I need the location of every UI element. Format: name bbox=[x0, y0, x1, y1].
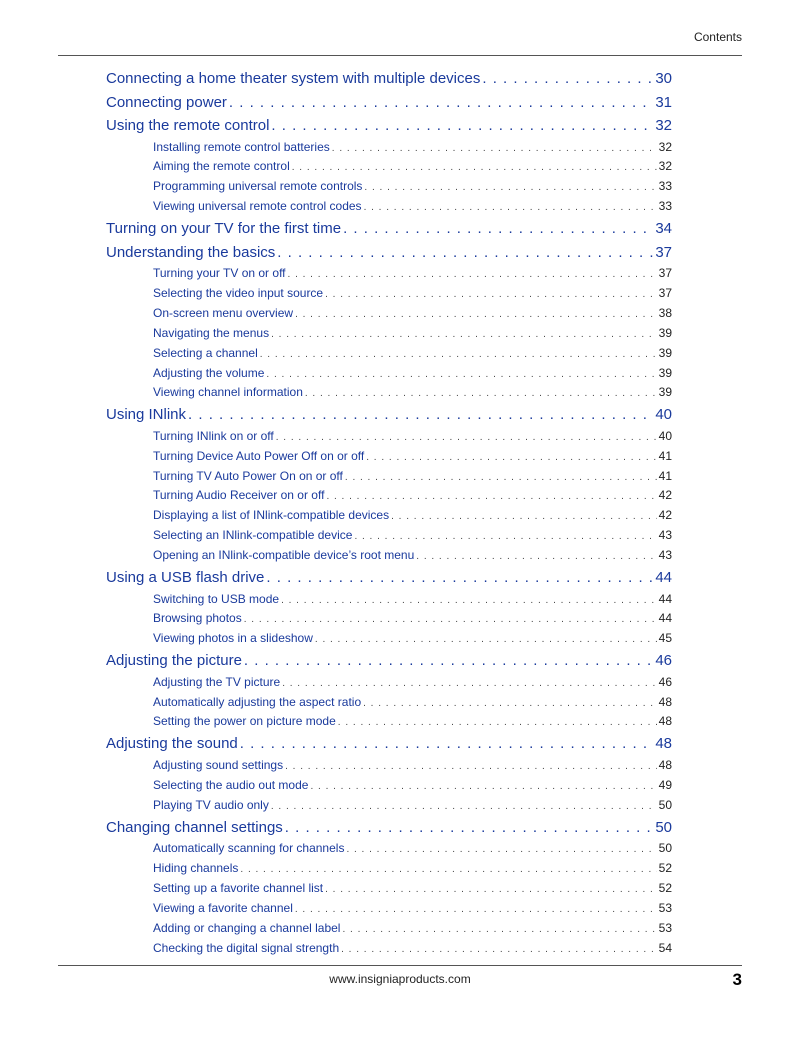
toc-entry-page: 33 bbox=[658, 199, 672, 214]
toc-leader-dots bbox=[292, 158, 657, 178]
toc-subsection-entry[interactable] bbox=[153, 546, 672, 566]
toc-leader-dots bbox=[343, 217, 653, 241]
toc-entry-title: Adjusting sound settings bbox=[153, 757, 284, 772]
toc-entry-title: Adding or changing a channel label bbox=[153, 920, 341, 935]
toc-subsection-entry[interactable] bbox=[153, 859, 672, 879]
toc-entry-title: Selecting the audio out mode bbox=[153, 777, 309, 792]
toc-section-entry[interactable] bbox=[106, 649, 672, 673]
toc-entry-page: 49 bbox=[658, 777, 672, 792]
toc-entry-title: Displaying a list of INlink-compatible devices bbox=[153, 508, 390, 523]
toc-entry-page: 50 bbox=[658, 797, 672, 812]
toc-leader-dots bbox=[391, 507, 657, 527]
toc-leader-dots bbox=[366, 448, 656, 468]
toc-leader-dots bbox=[282, 674, 656, 694]
toc-leader-dots bbox=[482, 67, 653, 91]
toc-entry-title: Viewing channel information bbox=[153, 385, 303, 400]
toc-subsection-entry[interactable] bbox=[153, 197, 672, 217]
toc-subsection-entry[interactable] bbox=[153, 264, 672, 284]
toc-entry-title: Adjusting the sound bbox=[106, 735, 238, 753]
toc-leader-dots bbox=[229, 91, 653, 115]
toc-entry-title: Setting the power on picture mode bbox=[153, 714, 336, 729]
toc-entry-page: 32 bbox=[658, 159, 672, 174]
table-of-contents bbox=[106, 67, 672, 958]
toc-leader-dots bbox=[240, 732, 654, 756]
toc-entry-title: Using INlink bbox=[106, 406, 187, 424]
toc-leader-dots bbox=[325, 880, 657, 900]
toc-entry-page: 48 bbox=[658, 714, 672, 729]
toc-entry-page: 40 bbox=[655, 406, 672, 424]
toc-subsection-entry[interactable] bbox=[153, 796, 672, 816]
toc-subsection-entry[interactable] bbox=[153, 629, 672, 649]
toc-subsection-entry[interactable] bbox=[153, 486, 672, 506]
toc-subsection-entry[interactable] bbox=[153, 939, 672, 959]
toc-leader-dots bbox=[281, 591, 657, 611]
toc-entry-title: Browsing photos bbox=[153, 611, 242, 626]
toc-leader-dots bbox=[285, 816, 654, 840]
toc-entry-page: 37 bbox=[658, 285, 672, 300]
toc-entry-title: Programming universal remote controls bbox=[153, 179, 363, 194]
toc-subsection-entry[interactable] bbox=[153, 383, 672, 403]
toc-subsection-entry[interactable] bbox=[153, 177, 672, 197]
toc-entry-title: Setting up a favorite channel list bbox=[153, 880, 324, 895]
toc-subsection-entry[interactable] bbox=[153, 693, 672, 713]
toc-entry-page: 44 bbox=[655, 569, 672, 587]
toc-entry-title: Viewing a favorite channel bbox=[153, 900, 293, 915]
toc-entry-page: 42 bbox=[658, 508, 672, 523]
toc-entry-page: 46 bbox=[658, 674, 672, 689]
toc-entry-page: 39 bbox=[658, 365, 672, 380]
toc-entry-title: Viewing photos in a slideshow bbox=[153, 631, 313, 646]
toc-leader-dots bbox=[354, 527, 656, 547]
toc-entry-page: 45 bbox=[658, 631, 672, 646]
toc-subsection-entry[interactable] bbox=[153, 304, 672, 324]
toc-entry-page: 34 bbox=[655, 220, 672, 238]
toc-entry-page: 39 bbox=[658, 385, 672, 400]
toc-entry-page: 41 bbox=[658, 468, 672, 483]
toc-leader-dots bbox=[332, 139, 657, 159]
toc-entry-page: 50 bbox=[655, 818, 672, 836]
toc-subsection-entry[interactable] bbox=[153, 427, 672, 447]
toc-section-entry[interactable] bbox=[106, 403, 672, 427]
toc-entry-page: 52 bbox=[658, 860, 672, 875]
toc-entry-page: 39 bbox=[658, 345, 672, 360]
toc-section-entry[interactable] bbox=[106, 566, 672, 590]
toc-entry-title: Turning Audio Receiver on or off bbox=[153, 488, 325, 503]
toc-subsection-entry[interactable] bbox=[153, 879, 672, 899]
toc-entry-title: Checking the digital signal strength bbox=[153, 940, 340, 955]
toc-subsection-entry[interactable] bbox=[153, 284, 672, 304]
toc-entry-title: Using a USB flash drive bbox=[106, 569, 265, 587]
toc-leader-dots bbox=[285, 757, 657, 777]
toc-leader-dots bbox=[315, 630, 657, 650]
toc-leader-dots bbox=[276, 428, 657, 448]
toc-leader-dots bbox=[364, 198, 657, 218]
toc-entry-page: 54 bbox=[658, 940, 672, 955]
toc-subsection-entry[interactable] bbox=[153, 673, 672, 693]
toc-entry-title: Automatically adjusting the aspect ratio bbox=[153, 694, 362, 709]
toc-entry-page: 41 bbox=[658, 448, 672, 463]
toc-entry-title: Selecting an INlink-compatible device bbox=[153, 528, 353, 543]
toc-entry-page: 48 bbox=[655, 735, 672, 753]
toc-subsection-entry[interactable] bbox=[153, 506, 672, 526]
toc-entry-title: Installing remote control batteries bbox=[153, 139, 330, 154]
header-rule bbox=[58, 55, 742, 56]
page-number: 3 bbox=[732, 970, 742, 989]
toc-subsection-entry[interactable] bbox=[153, 447, 672, 467]
toc-subsection-entry[interactable] bbox=[153, 919, 672, 939]
toc-leader-dots bbox=[305, 384, 657, 404]
toc-entry-page: 38 bbox=[658, 305, 672, 320]
toc-entry-page: 53 bbox=[658, 900, 672, 915]
toc-entry-page: 37 bbox=[655, 243, 672, 261]
toc-subsection-entry[interactable] bbox=[153, 899, 672, 919]
toc-entry-page: 52 bbox=[658, 880, 672, 895]
toc-entry-title: Using the remote control bbox=[106, 117, 270, 134]
toc-entry-title: Viewing universal remote control codes bbox=[153, 199, 362, 214]
toc-entry-page: 46 bbox=[655, 652, 672, 670]
toc-entry-page: 44 bbox=[658, 591, 672, 606]
toc-entry-title: Connecting power bbox=[106, 93, 227, 111]
toc-leader-dots bbox=[346, 840, 656, 860]
toc-section-entry[interactable] bbox=[106, 217, 672, 241]
toc-entry-page: 44 bbox=[658, 611, 672, 626]
toc-entry-page: 39 bbox=[658, 325, 672, 340]
toc-entry-title: Playing TV audio only bbox=[153, 797, 269, 812]
toc-entry-title: Turning TV Auto Power On on or off bbox=[153, 468, 343, 483]
toc-leader-dots bbox=[338, 713, 657, 733]
toc-leader-dots bbox=[295, 900, 657, 920]
toc-entry-page: 33 bbox=[658, 179, 672, 194]
toc-leader-dots bbox=[271, 325, 657, 345]
toc-leader-dots bbox=[345, 468, 657, 488]
toc-subsection-entry[interactable] bbox=[153, 324, 672, 344]
toc-subsection-entry[interactable] bbox=[153, 467, 672, 487]
toc-subsection-entry[interactable] bbox=[153, 712, 672, 732]
toc-entry-page: 48 bbox=[658, 694, 672, 709]
toc-subsection-entry[interactable] bbox=[153, 590, 672, 610]
toc-entry-title: Switching to USB mode bbox=[153, 591, 280, 606]
toc-entry-page: 40 bbox=[658, 428, 672, 443]
toc-section-entry[interactable] bbox=[106, 114, 672, 138]
toc-entry-page: 37 bbox=[658, 266, 672, 281]
toc-subsection-entry[interactable] bbox=[153, 776, 672, 796]
toc-subsection-entry[interactable] bbox=[153, 526, 672, 546]
toc-entry-title: Adjusting the TV picture bbox=[153, 674, 281, 689]
toc-entry-page: 50 bbox=[658, 841, 672, 856]
toc-leader-dots bbox=[271, 114, 653, 138]
toc-entry-page: 42 bbox=[658, 488, 672, 503]
toc-section-entry[interactable] bbox=[106, 67, 672, 91]
toc-section-entry[interactable] bbox=[106, 816, 672, 840]
toc-leader-dots bbox=[271, 797, 657, 817]
toc-entry-title: Automatically scanning for channels bbox=[153, 841, 345, 856]
toc-entry-page: 43 bbox=[658, 548, 672, 563]
toc-entry-title: Turning your TV on or off bbox=[153, 266, 286, 281]
toc-subsection-entry[interactable] bbox=[153, 756, 672, 776]
toc-entry-page: 53 bbox=[658, 920, 672, 935]
toc-entry-title: Navigating the menus bbox=[153, 325, 270, 340]
toc-entry-page: 43 bbox=[658, 528, 672, 543]
toc-entry-page: 48 bbox=[658, 757, 672, 772]
toc-subsection-entry[interactable] bbox=[153, 344, 672, 364]
toc-subsection-entry[interactable] bbox=[153, 364, 672, 384]
toc-entry-title: Turning on your TV for the first time bbox=[106, 220, 342, 238]
toc-entry-title: Aiming the remote control bbox=[153, 159, 290, 174]
toc-leader-dots bbox=[288, 265, 657, 285]
toc-leader-dots bbox=[326, 487, 656, 507]
toc-entry-page: 31 bbox=[655, 93, 672, 111]
toc-leader-dots bbox=[295, 305, 657, 325]
toc-leader-dots bbox=[277, 241, 653, 265]
toc-subsection-entry[interactable] bbox=[153, 839, 672, 859]
toc-leader-dots bbox=[260, 345, 657, 365]
toc-entry-page: 32 bbox=[658, 139, 672, 154]
toc-entry-title: Hiding channels bbox=[153, 860, 239, 875]
toc-leader-dots bbox=[266, 365, 656, 385]
footer-rule bbox=[58, 965, 742, 966]
toc-leader-dots bbox=[244, 610, 657, 630]
toc-leader-dots bbox=[364, 178, 656, 198]
toc-subsection-entry[interactable] bbox=[153, 138, 672, 158]
toc-entry-title: Adjusting the picture bbox=[106, 652, 242, 670]
toc-entry-page: 30 bbox=[655, 70, 672, 87]
footer-url[interactable]: www.insigniaproducts.com bbox=[329, 972, 471, 986]
toc-entry-title: Selecting the video input source bbox=[153, 285, 324, 300]
toc-section-entry[interactable] bbox=[106, 91, 672, 115]
toc-entry-title: Changing channel settings bbox=[106, 818, 283, 836]
toc-entry-title: Opening an INlink-compatible device’s root menu bbox=[153, 548, 415, 563]
toc-leader-dots bbox=[416, 547, 656, 567]
toc-leader-dots bbox=[240, 860, 656, 880]
toc-leader-dots bbox=[342, 920, 656, 940]
toc-section-entry[interactable] bbox=[106, 241, 672, 265]
toc-entry-title: On-screen menu overview bbox=[153, 305, 294, 320]
toc-leader-dots bbox=[325, 285, 657, 305]
toc-leader-dots bbox=[341, 940, 657, 960]
toc-leader-dots bbox=[266, 566, 653, 590]
toc-leader-dots bbox=[244, 649, 653, 673]
toc-entry-title: Turning INlink on or off bbox=[153, 428, 274, 443]
toc-entry-title: Understanding the basics bbox=[106, 243, 276, 261]
toc-leader-dots bbox=[188, 403, 653, 427]
toc-entry-page: 32 bbox=[655, 117, 672, 134]
toc-leader-dots bbox=[310, 777, 656, 797]
toc-entry-title: Adjusting the volume bbox=[153, 365, 265, 380]
toc-subsection-entry[interactable] bbox=[153, 609, 672, 629]
toc-entry-title: Connecting a home theater system with multiple devices bbox=[106, 70, 481, 87]
toc-entry-title: Selecting a channel bbox=[153, 345, 258, 360]
toc-subsection-entry[interactable] bbox=[153, 157, 672, 177]
toc-leader-dots bbox=[363, 694, 657, 714]
toc-section-entry[interactable] bbox=[106, 732, 672, 756]
header-label: Contents bbox=[693, 30, 742, 44]
toc-entry-title: Turning Device Auto Power Off on or off bbox=[153, 448, 365, 463]
